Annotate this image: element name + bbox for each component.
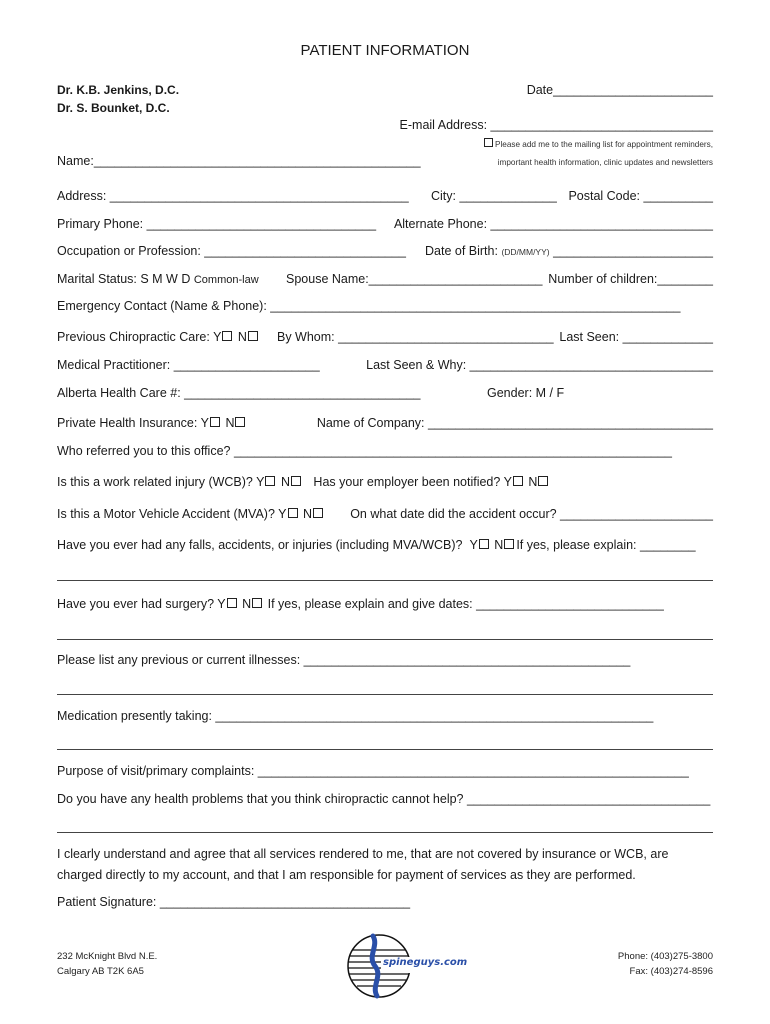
footer-address-2: Calgary AB T2K 6A5	[57, 966, 144, 977]
wcb-label: Is this a work related injury (WCB)?	[57, 475, 253, 489]
wcb-question	[57, 474, 550, 490]
wcb-yes-label: Y	[256, 475, 265, 489]
wcb-no-label: N	[280, 475, 290, 489]
postal-code-field[interactable]: Postal Code: __________	[568, 189, 713, 203]
last-seen-field[interactable]: Last Seen: _____________	[559, 330, 713, 344]
purpose-field[interactable]: Purpose of visit/primary complaints: ______________________________________________________________	[57, 764, 689, 778]
employer-no-label: N	[528, 475, 538, 489]
marital-common-law: Common-law	[193, 274, 259, 286]
surgery-yes-checkbox[interactable]	[227, 598, 237, 608]
agreement-text: I clearly understand and agree that all services rendered to me, that are not covered by insurance or WCB, are charged directly to my account, and that I am responsible for payment of services as they are performed.	[57, 847, 669, 882]
employer-label: Has your employer been notified?	[313, 475, 501, 489]
health-problems-field[interactable]: Do you have any health problems that you think chiropractic cannot help? ___________________________________	[57, 792, 711, 806]
alberta-health-field[interactable]: Alberta Health Care #: __________________________________	[57, 386, 421, 400]
gender-field[interactable]: Gender: M / F	[487, 386, 565, 400]
illnesses-line[interactable]	[57, 694, 713, 695]
falls-yes-label: Y	[469, 538, 478, 552]
email-field[interactable]: E-mail Address: ________________________________	[399, 118, 713, 132]
children-field[interactable]: Number of children:________	[548, 272, 713, 286]
surgery-explain[interactable]: If yes, please explain and give dates: ___________________________	[267, 597, 664, 611]
footer-phone: Phone: (403)275-3800	[617, 951, 713, 962]
by-whom-field[interactable]: By Whom: _______________________________	[277, 330, 554, 344]
referred-by-field[interactable]: Who referred you to this office? _______________________________________________________________	[57, 444, 672, 458]
mva-yes-label: Y	[278, 507, 287, 521]
dob-blank: _______________________	[553, 244, 713, 258]
last-seen-why-field[interactable]: Last Seen & Why: ___________________________________	[366, 358, 713, 372]
mailing-list-checkbox[interactable]	[484, 138, 493, 147]
city-field[interactable]: City: ______________	[431, 189, 557, 203]
falls-explain[interactable]: If yes, please explain: ________	[516, 538, 696, 552]
mailing-note-1: Please add me to the mailing list for appointment reminders,	[495, 140, 713, 149]
accident-date-field[interactable]: On what date did the accident occur? ______________________	[350, 507, 713, 521]
wcb-no-checkbox[interactable]	[291, 476, 301, 486]
falls-label: Have you ever had any falls, accidents, or injuries (including MVA/WCB)?	[57, 538, 463, 552]
private-ins-no-label: N	[225, 416, 235, 430]
wcb-yes-checkbox[interactable]	[265, 476, 275, 486]
surgery-no-label: N	[242, 597, 252, 611]
marital-status-field[interactable]	[57, 271, 259, 288]
surgery-no-checkbox[interactable]	[252, 598, 262, 608]
footer-address-1: 232 McKnight Blvd N.E.	[57, 951, 158, 962]
prev-chiro-no-label: N	[237, 330, 247, 344]
doctor-1: Dr. K.B. Jenkins, D.C.	[57, 83, 180, 97]
address-field[interactable]: Address: ___________________________________________	[57, 189, 409, 203]
company-name-field[interactable]: Name of Company: _________________________________________	[316, 416, 713, 430]
prev-chiro-yes-checkbox[interactable]	[222, 331, 232, 341]
mva-no-checkbox[interactable]	[313, 508, 323, 518]
prev-chiro-yes-label: Y	[213, 330, 222, 344]
page-title: PATIENT INFORMATION	[300, 42, 470, 59]
private-ins-no-checkbox[interactable]	[235, 417, 245, 427]
mailing-list-option	[483, 137, 713, 153]
falls-explain-line[interactable]	[57, 580, 713, 581]
surgery-yes-label: Y	[217, 597, 226, 611]
date-field[interactable]: Date_______________________	[526, 83, 713, 97]
marital-label: Marital Status: S M W D	[57, 272, 191, 286]
mva-label: Is this a Motor Vehicle Accident (MVA)?	[57, 507, 275, 521]
spouse-name-field[interactable]: Spouse Name:_________________________	[286, 272, 543, 286]
private-insurance	[57, 415, 247, 431]
medication-field[interactable]: Medication presently taking: _______________________________________________________________	[57, 709, 654, 723]
occupation-field[interactable]: Occupation or Profession: _____________________________	[57, 244, 406, 258]
signature-field[interactable]: Patient Signature: ____________________________________	[57, 895, 411, 909]
dob-format: (DD/MM/YY)	[501, 247, 550, 257]
private-ins-yes-label: Y	[200, 416, 209, 430]
name-field[interactable]: Name:_______________________________________________	[57, 154, 421, 168]
date-of-birth-field[interactable]	[425, 243, 713, 260]
medical-practitioner-field[interactable]: Medical Practitioner: _____________________	[57, 358, 320, 372]
emergency-contact-field[interactable]: Emergency Contact (Name & Phone): ___________________________________________________________	[57, 299, 681, 313]
doctor-2: Dr. S. Bounket, D.C.	[57, 101, 170, 115]
surgery-explain-line[interactable]	[57, 639, 713, 640]
alternate-phone-field[interactable]: Alternate Phone: ________________________________	[393, 217, 713, 231]
medication-line[interactable]	[57, 749, 713, 750]
private-ins-label: Private Health Insurance:	[57, 416, 198, 430]
falls-no-checkbox[interactable]	[504, 539, 514, 549]
health-problems-line[interactable]	[57, 832, 713, 833]
private-ins-yes-checkbox[interactable]	[210, 417, 220, 427]
employer-yes-checkbox[interactable]	[513, 476, 523, 486]
mailing-note-2: important health information, clinic updates and newsletters	[497, 158, 713, 167]
employer-yes-label: Y	[503, 475, 512, 489]
footer-fax: Fax: (403)274-8596	[629, 966, 713, 977]
surgery-question	[57, 596, 664, 612]
previous-chiro-care	[57, 329, 260, 345]
falls-question	[57, 537, 696, 553]
dob-label: Date of Birth:	[425, 244, 498, 258]
surgery-label: Have you ever had surgery?	[57, 597, 215, 611]
primary-phone-field[interactable]: Primary Phone: _________________________________	[57, 217, 377, 231]
prev-chiro-label: Previous Chiropractic Care:	[57, 330, 210, 344]
logo-text: spineguys.com	[383, 957, 468, 968]
mva-question	[57, 506, 325, 522]
falls-yes-checkbox[interactable]	[479, 539, 489, 549]
mva-yes-checkbox[interactable]	[288, 508, 298, 518]
prev-chiro-no-checkbox[interactable]	[248, 331, 258, 341]
spineguys-logo	[343, 930, 468, 1002]
employer-no-checkbox[interactable]	[538, 476, 548, 486]
falls-no-label: N	[494, 538, 504, 552]
mva-no-label: N	[303, 507, 313, 521]
illnesses-field[interactable]: Please list any previous or current illnesses: _______________________________________________	[57, 653, 631, 667]
